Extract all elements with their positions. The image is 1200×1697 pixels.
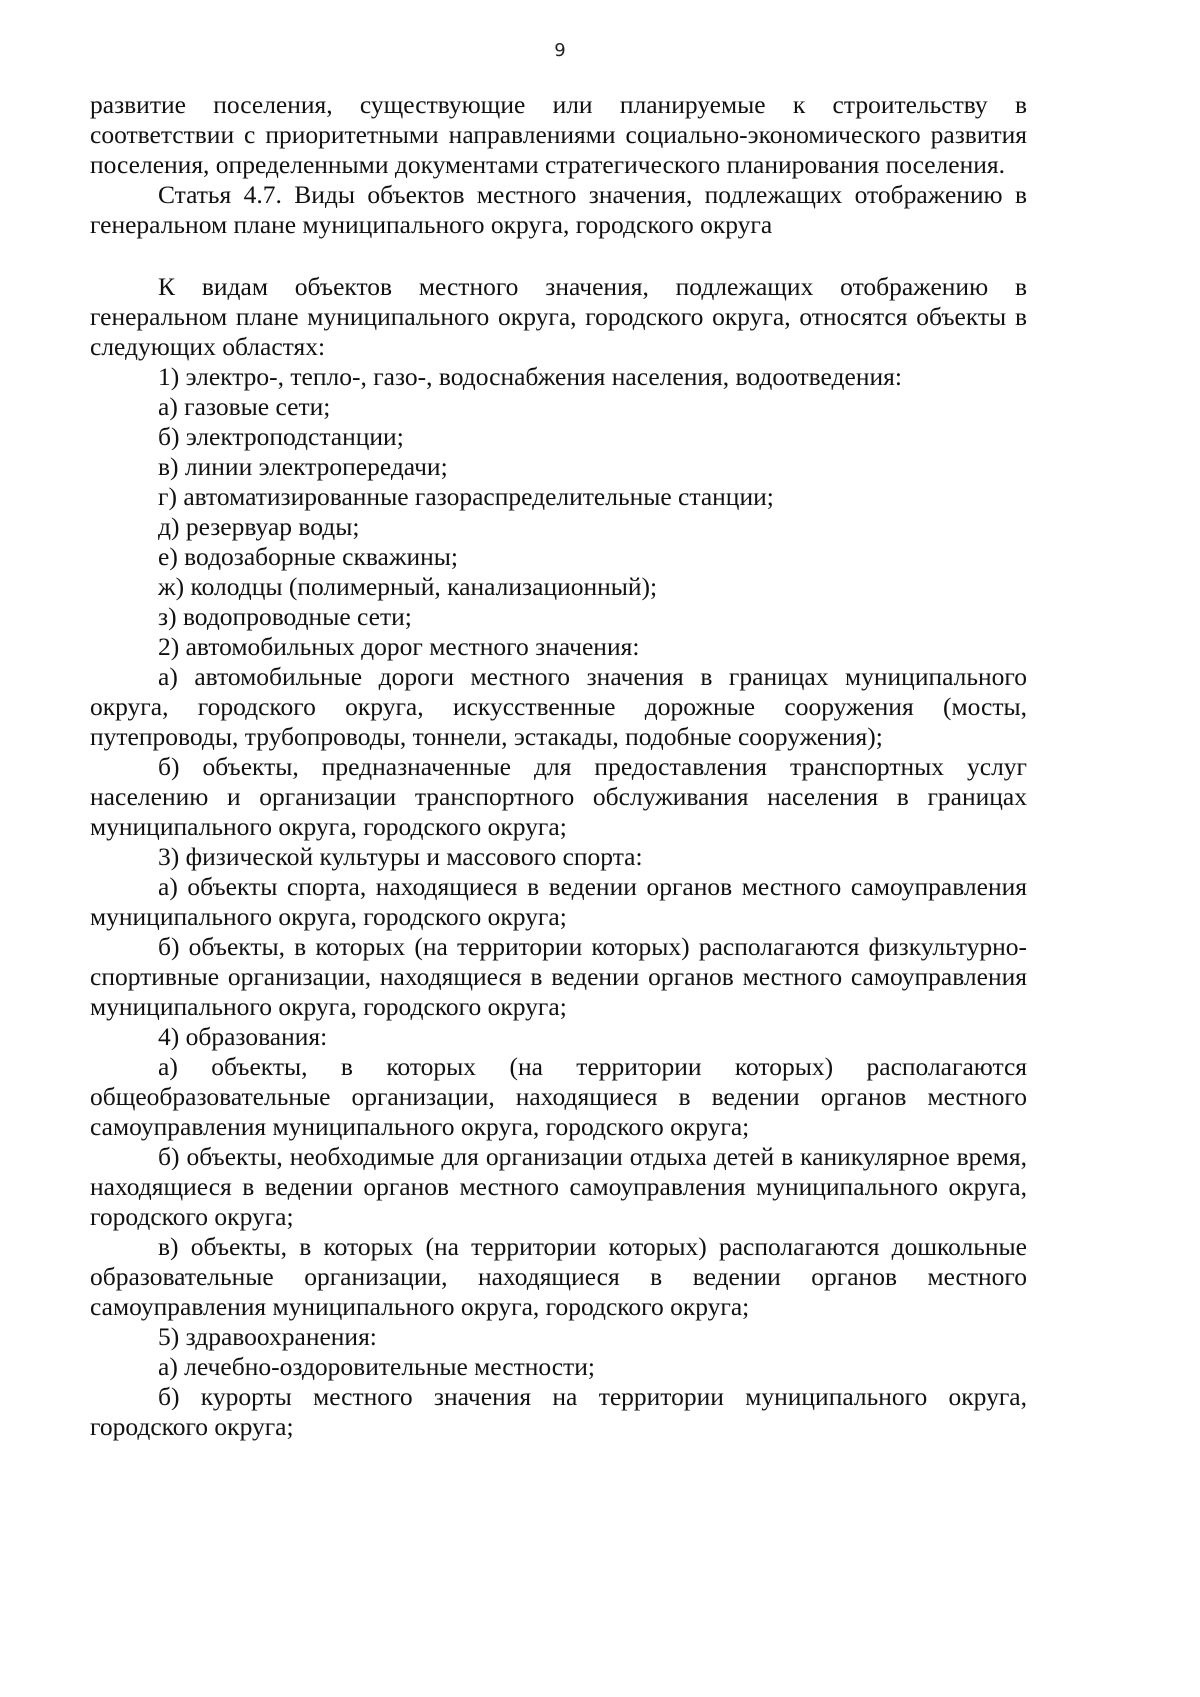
paragraph: 1) электро-, тепло-, газо-, водоснабжения населения, водоотведения:: [158, 362, 902, 391]
paragraph: в) объекты, в которых (на территории которых) располагаются дошкольные образовательные организации, находящиеся в ведении органов местного самоуправления муниципального округа, городского округа;: [90, 1232, 1027, 1321]
paragraph: з) водопроводные сети;: [158, 602, 412, 631]
paragraph: б) объекты, предназначенные для предоставления транспортных услуг населению и организации транспортного обслуживания населения в границах муниципального округа, городского округа;: [90, 752, 1027, 841]
paragraph: в) линии электропередачи;: [158, 452, 448, 481]
paragraph: развитие поселения, существующие или планируемые к строительству в соответствии с приоритетными направлениями социально-экономического развития поселения, определенными документами стратегического планирования поселения.: [90, 90, 1027, 179]
document-body: [90, 90, 1027, 1442]
paragraph: а) объекты, в которых (на территории которых) располагаются общеобразовательные организации, находящиеся в ведении органов местного самоуправления муниципального округа, городского округа;: [90, 1052, 1027, 1141]
paragraph: К видам объектов местного значения, подлежащих отображению в генеральном плане муниципального округа, городского округа, относятся объекты в следующих областях:: [90, 272, 1027, 361]
paragraph: 5) здравоохранения:: [158, 1322, 377, 1351]
paragraph: 4) образования:: [158, 1022, 328, 1051]
paragraph: Статья 4.7. Виды объектов местного значения, подлежащих отображению в генеральном плане муниципального округа, городского округа: [90, 180, 1027, 239]
paragraph: 3) физической культуры и массового спорта:: [158, 842, 643, 871]
paragraph: б) объекты, необходимые для организации отдыха детей в каникулярное время, находящиеся в ведении органов местного самоуправления муниципального округа, городского округа;: [90, 1142, 1027, 1231]
paragraph: б) курорты местного значения на территории муниципального округа, городского округа;: [90, 1382, 1027, 1441]
paragraph: а) лечебно-оздоровительные местности;: [158, 1352, 595, 1381]
paragraph: а) газовые сети;: [158, 392, 331, 421]
paragraph: д) резервуар воды;: [158, 512, 360, 541]
paragraph: 2) автомобильных дорог местного значения:: [158, 632, 640, 661]
paragraph: б) объекты, в которых (на территории которых) располагаются физкультурно-спортивные организации, находящиеся в ведении органов местного самоуправления муниципального округа, городского округа;: [90, 932, 1027, 1021]
paragraph: а) автомобильные дороги местного значения в границах муниципального округа, городского округа, искусственные дорожные сооружения (мосты, путепроводы, трубопроводы, тоннели, эстакады, подобные сооружения);: [90, 662, 1027, 751]
paragraph: г) автоматизированные газораспределительные станции;: [158, 482, 774, 511]
paragraph: б) электроподстанции;: [158, 422, 404, 451]
paragraph: е) водозаборные скважины;: [158, 542, 458, 571]
page-number: 9: [554, 40, 566, 61]
paragraph: ж) колодцы (полимерный, канализационный);: [158, 572, 658, 601]
paragraph: а) объекты спорта, находящиеся в ведении органов местного самоуправления муниципального округа, городского округа;: [90, 872, 1027, 931]
